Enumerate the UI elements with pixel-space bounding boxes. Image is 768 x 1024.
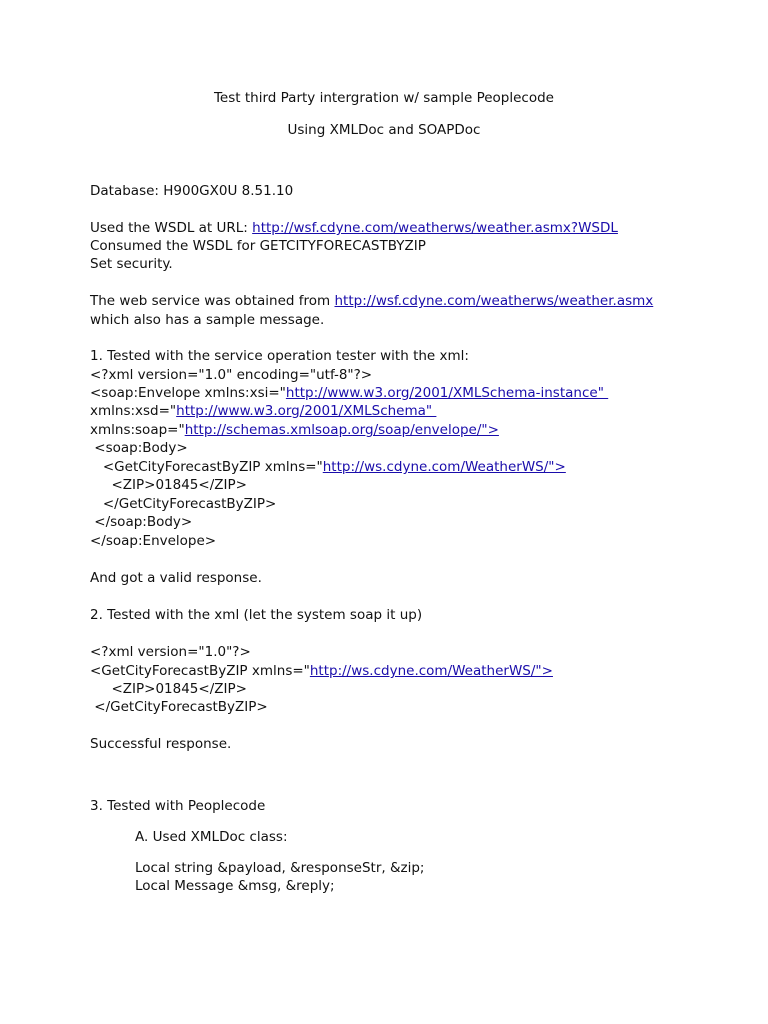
step3a-heading: A. Used XMLDoc class:	[135, 829, 288, 845]
xml2-gcf-close: </GetCityForecastByZIP>	[90, 699, 268, 715]
webservice-label: The web service was obtained from	[90, 293, 335, 309]
code-line-1: Local string &payload, &responseStr, &zip;	[135, 860, 425, 876]
xml1-envelope-text: <soap:Envelope xmlns:xsi="	[90, 385, 286, 401]
xml1-envelope	[90, 384, 608, 402]
xml1-zip: <ZIP>01845</ZIP>	[90, 477, 247, 493]
xml1-decl: <?xml version="1.0" encoding="utf-8"?>	[90, 367, 373, 383]
xml1-gcf-text: <GetCityForecastByZIP xmlns="	[90, 459, 323, 475]
successful-response-line: Successful response.	[90, 736, 232, 752]
security-line: Set security.	[90, 256, 173, 272]
xml1-xsd	[90, 402, 436, 420]
xml1-xsd-text: xmlns:xsd="	[90, 403, 177, 419]
xml2-decl: <?xml version="1.0"?>	[90, 644, 251, 660]
xsd-link[interactable]: http://www.w3.org/2001/XMLSchema"	[176, 403, 437, 419]
webservice-line	[90, 292, 653, 310]
wsdl-label: Used the WSDL at URL:	[90, 220, 253, 236]
xml1-body-open: <soap:Body>	[90, 440, 188, 456]
xml1-gcf-open	[90, 458, 566, 476]
weatherws-link-2[interactable]: http://ws.cdyne.com/WeatherWS/">	[309, 663, 553, 679]
step1-heading: 1. Tested with the service operation tester with the xml:	[90, 348, 469, 364]
xml1-soap	[90, 421, 499, 439]
xml1-gcf-close: </GetCityForecastByZIP>	[90, 496, 277, 512]
weatherws-link[interactable]: http://ws.cdyne.com/WeatherWS/">	[322, 459, 566, 475]
xsi-link[interactable]: http://www.w3.org/2001/XMLSchema-instance"	[285, 385, 609, 401]
wsdl-line	[90, 219, 618, 237]
xml2-zip: <ZIP>01845</ZIP>	[90, 681, 247, 697]
xml1-envelope-close: </soap:Envelope>	[90, 533, 217, 549]
webservice-link[interactable]: http://wsf.cdyne.com/weatherws/weather.asmx	[334, 293, 654, 309]
step2-heading: 2. Tested with the xml (let the system soap it up)	[90, 607, 423, 623]
document-title: Test third Party intergration w/ sample Peoplecode	[213, 90, 554, 106]
soap-envelope-link[interactable]: http://schemas.xmlsoap.org/soap/envelope/">	[184, 422, 499, 438]
sample-message-line: which also has a sample message.	[90, 312, 325, 328]
xml2-gcf-open	[90, 662, 553, 680]
xml1-body-close: </soap:Body>	[90, 514, 193, 530]
valid-response-line: And got a valid response.	[90, 570, 262, 586]
xml1-soap-text: xmlns:soap="	[90, 422, 185, 438]
database-info: Database: H900GX0U 8.51.10	[90, 183, 294, 199]
wsdl-link[interactable]: http://wsf.cdyne.com/weatherws/weather.asmx?WSDL	[252, 220, 618, 236]
code-line-2: Local Message &msg, &reply;	[135, 878, 335, 894]
step3-heading: 3. Tested with Peoplecode	[90, 798, 266, 814]
consumed-line: Consumed the WSDL for GETCITYFORECASTBYZIP	[90, 238, 426, 254]
xml2-gcf-text: <GetCityForecastByZIP xmlns="	[90, 663, 310, 679]
document-subtitle: Using XMLDoc and SOAPDoc	[287, 122, 481, 138]
